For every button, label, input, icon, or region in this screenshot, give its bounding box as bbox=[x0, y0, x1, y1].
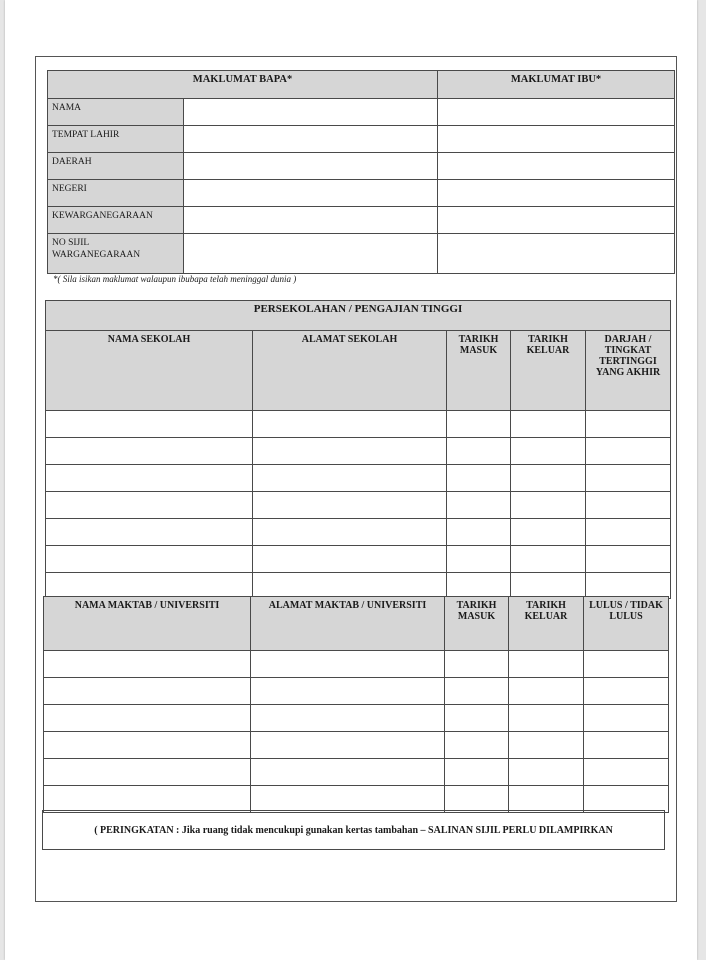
mother-daerah-field[interactable] bbox=[438, 153, 675, 180]
school-cell[interactable] bbox=[46, 546, 253, 573]
uni-cell[interactable] bbox=[251, 732, 445, 759]
school-col-tarikh-masuk: TARIKH MASUK bbox=[447, 331, 511, 411]
school-cell[interactable] bbox=[586, 519, 671, 546]
school-cell[interactable] bbox=[586, 465, 671, 492]
mother-tempat-lahir-field[interactable] bbox=[438, 126, 675, 153]
uni-cell[interactable] bbox=[509, 705, 584, 732]
uni-cell[interactable] bbox=[584, 759, 669, 786]
uni-col-tarikh-keluar: TARIKH KELUAR bbox=[509, 597, 584, 651]
parents-note: *( Sila isikan maklumat walaupun ibubapa telah meninggal dunia ) bbox=[53, 274, 297, 284]
school-cell[interactable] bbox=[511, 546, 586, 573]
uni-cell[interactable] bbox=[44, 678, 251, 705]
school-cell[interactable] bbox=[511, 519, 586, 546]
school-cell[interactable] bbox=[447, 438, 511, 465]
school-cell[interactable] bbox=[586, 438, 671, 465]
school-cell[interactable] bbox=[253, 411, 447, 438]
school-cell[interactable] bbox=[447, 573, 511, 599]
row-label-tempat-lahir: TEMPAT LAHIR bbox=[48, 126, 184, 153]
uni-cell[interactable] bbox=[445, 732, 509, 759]
uni-cell[interactable] bbox=[44, 786, 251, 813]
school-cell[interactable] bbox=[511, 492, 586, 519]
father-no-sijil-field[interactable] bbox=[184, 234, 438, 274]
school-cell[interactable] bbox=[586, 573, 671, 599]
mother-nama-field[interactable] bbox=[438, 99, 675, 126]
uni-cell[interactable] bbox=[509, 651, 584, 678]
school-cell[interactable] bbox=[253, 519, 447, 546]
school-cell[interactable] bbox=[253, 438, 447, 465]
school-col-darjah: DARJAH / TINGKAT TERTINGGI YANG AKHIR bbox=[586, 331, 671, 411]
school-col-nama: NAMA SEKOLAH bbox=[46, 331, 253, 411]
uni-cell[interactable] bbox=[44, 705, 251, 732]
uni-cell[interactable] bbox=[445, 786, 509, 813]
father-kewarganegaraan-field[interactable] bbox=[184, 207, 438, 234]
uni-cell[interactable] bbox=[445, 759, 509, 786]
warning-box bbox=[42, 810, 665, 850]
school-cell[interactable] bbox=[511, 465, 586, 492]
school-cell[interactable] bbox=[511, 438, 586, 465]
mother-header: MAKLUMAT IBU* bbox=[438, 71, 675, 99]
school-cell[interactable] bbox=[586, 411, 671, 438]
uni-cell[interactable] bbox=[584, 678, 669, 705]
uni-cell[interactable] bbox=[584, 651, 669, 678]
school-cell[interactable] bbox=[46, 438, 253, 465]
father-tempat-lahir-field[interactable] bbox=[184, 126, 438, 153]
mother-negeri-field[interactable] bbox=[438, 180, 675, 207]
row-label-no-sijil: NO SIJIL WARGANEGARAAN bbox=[48, 234, 184, 274]
school-cell[interactable] bbox=[253, 492, 447, 519]
school-cell[interactable] bbox=[46, 411, 253, 438]
uni-cell[interactable] bbox=[251, 651, 445, 678]
uni-cell[interactable] bbox=[44, 759, 251, 786]
uni-cell[interactable] bbox=[509, 786, 584, 813]
uni-cell[interactable] bbox=[509, 759, 584, 786]
uni-cell[interactable] bbox=[584, 705, 669, 732]
father-daerah-field[interactable] bbox=[184, 153, 438, 180]
school-cell[interactable] bbox=[46, 573, 253, 599]
school-cell[interactable] bbox=[447, 411, 511, 438]
uni-cell[interactable] bbox=[509, 678, 584, 705]
uni-cell[interactable] bbox=[509, 732, 584, 759]
uni-cell[interactable] bbox=[44, 651, 251, 678]
uni-cell[interactable] bbox=[251, 786, 445, 813]
father-nama-field[interactable] bbox=[184, 99, 438, 126]
warning-text: ( PERINGKATAN : Jika ruang tidak mencukupi gunakan kertas tambahan – SALINAN SIJIL PERLU DILAMPIRKAN bbox=[94, 824, 613, 836]
school-cell[interactable] bbox=[511, 411, 586, 438]
school-cell[interactable] bbox=[447, 546, 511, 573]
uni-col-alamat: ALAMAT MAKTAB / UNIVERSITI bbox=[251, 597, 445, 651]
uni-cell[interactable] bbox=[251, 759, 445, 786]
university-table bbox=[43, 596, 669, 813]
school-section-title: PERSEKOLAHAN / PENGAJIAN TINGGI bbox=[46, 301, 671, 331]
school-cell[interactable] bbox=[253, 573, 447, 599]
row-label-negeri: NEGERI bbox=[48, 180, 184, 207]
school-cell[interactable] bbox=[447, 492, 511, 519]
school-cell[interactable] bbox=[46, 492, 253, 519]
father-negeri-field[interactable] bbox=[184, 180, 438, 207]
school-cell[interactable] bbox=[46, 519, 253, 546]
uni-col-lulus: LULUS / TIDAK LULUS bbox=[584, 597, 669, 651]
parents-table bbox=[47, 70, 675, 274]
mother-no-sijil-field[interactable] bbox=[438, 234, 675, 274]
uni-cell[interactable] bbox=[251, 678, 445, 705]
uni-cell[interactable] bbox=[44, 732, 251, 759]
father-header: MAKLUMAT BAPA* bbox=[48, 71, 438, 99]
uni-cell[interactable] bbox=[251, 705, 445, 732]
uni-cell[interactable] bbox=[445, 678, 509, 705]
row-label-nama: NAMA bbox=[48, 99, 184, 126]
uni-col-nama: NAMA MAKTAB / UNIVERSITI bbox=[44, 597, 251, 651]
mother-kewarganegaraan-field[interactable] bbox=[438, 207, 675, 234]
school-cell[interactable] bbox=[586, 492, 671, 519]
school-col-tarikh-keluar: TARIKH KELUAR bbox=[511, 331, 586, 411]
school-cell[interactable] bbox=[46, 465, 253, 492]
uni-cell[interactable] bbox=[445, 651, 509, 678]
row-label-kewarganegaraan: KEWARGANEGARAAN bbox=[48, 207, 184, 234]
uni-cell[interactable] bbox=[584, 786, 669, 813]
school-cell[interactable] bbox=[511, 573, 586, 599]
school-cell[interactable] bbox=[447, 519, 511, 546]
school-cell[interactable] bbox=[253, 546, 447, 573]
school-cell[interactable] bbox=[586, 546, 671, 573]
school-cell[interactable] bbox=[447, 465, 511, 492]
row-label-daerah: DAERAH bbox=[48, 153, 184, 180]
uni-cell[interactable] bbox=[445, 705, 509, 732]
school-cell[interactable] bbox=[253, 465, 447, 492]
school-table bbox=[45, 300, 671, 599]
uni-col-tarikh-masuk: TARIKH MASUK bbox=[445, 597, 509, 651]
uni-cell[interactable] bbox=[584, 732, 669, 759]
school-col-alamat: ALAMAT SEKOLAH bbox=[253, 331, 447, 411]
